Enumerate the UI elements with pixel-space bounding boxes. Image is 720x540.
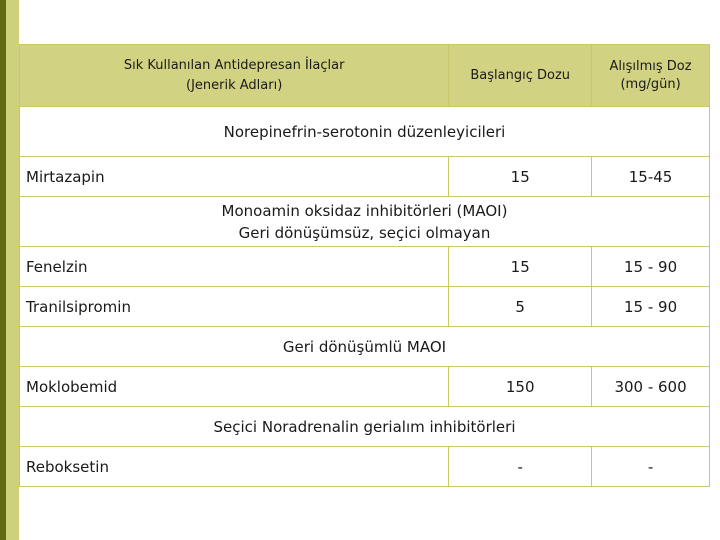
left-accent-stripe [6,0,19,540]
starting-dose: - [449,447,592,487]
usual-dose: 15 - 90 [592,247,710,287]
section-header [20,327,710,367]
section-title [20,407,710,447]
usual-dose: 15-45 [592,157,710,197]
drug-name: Moklobemid [20,367,449,407]
section-header [20,107,710,157]
section-title [20,197,710,247]
drug-name: Fenelzin [20,247,449,287]
starting-dose: 15 [449,157,592,197]
header-drug-name [20,45,449,107]
starting-dose: 15 [449,247,592,287]
usual-dose: 15 - 90 [592,287,710,327]
header-usual-dose [592,45,710,107]
section-title-line: Seçici Noradrenalin gerialım inhibitörleri [213,417,516,436]
section-header [20,407,710,447]
header-usual-dose-line1: Alışılmış Doz [609,58,692,74]
table-row [20,157,710,197]
header-starting-dose: Başlangıç Dozu [449,45,592,107]
drug-name: Tranilsipromin [20,287,449,327]
section-header [20,197,710,247]
section-title [20,107,710,157]
section-title-line: Geri dönüşümsüz, seçici olmayan [238,223,491,242]
table-header-row [20,45,710,107]
header-usual-dose-line2: (mg/gün) [620,76,681,92]
starting-dose: 150 [449,367,592,407]
section-title-line: Monoamin oksidaz inhibitörleri (MAOI) [221,201,508,220]
header-drug-name-line1: Sık Kullanılan Antidepresan İlaçlar [123,57,345,73]
drug-name: Mirtazapin [20,157,449,197]
usual-dose: - [592,447,710,487]
section-title-line: Norepinefrin-serotonin düzenleyicileri [223,122,506,141]
section-title-line: Geri dönüşümlü MAOI [282,337,447,356]
usual-dose: 300 - 600 [592,367,710,407]
table-row [20,247,710,287]
drug-name: Reboksetin [20,447,449,487]
starting-dose: 5 [449,287,592,327]
table-row [20,287,710,327]
section-title [20,327,710,367]
table-row [20,447,710,487]
antidepressant-table [19,44,710,487]
header-drug-name-line2: (Jenerik Adları) [186,77,283,93]
table-row [20,367,710,407]
